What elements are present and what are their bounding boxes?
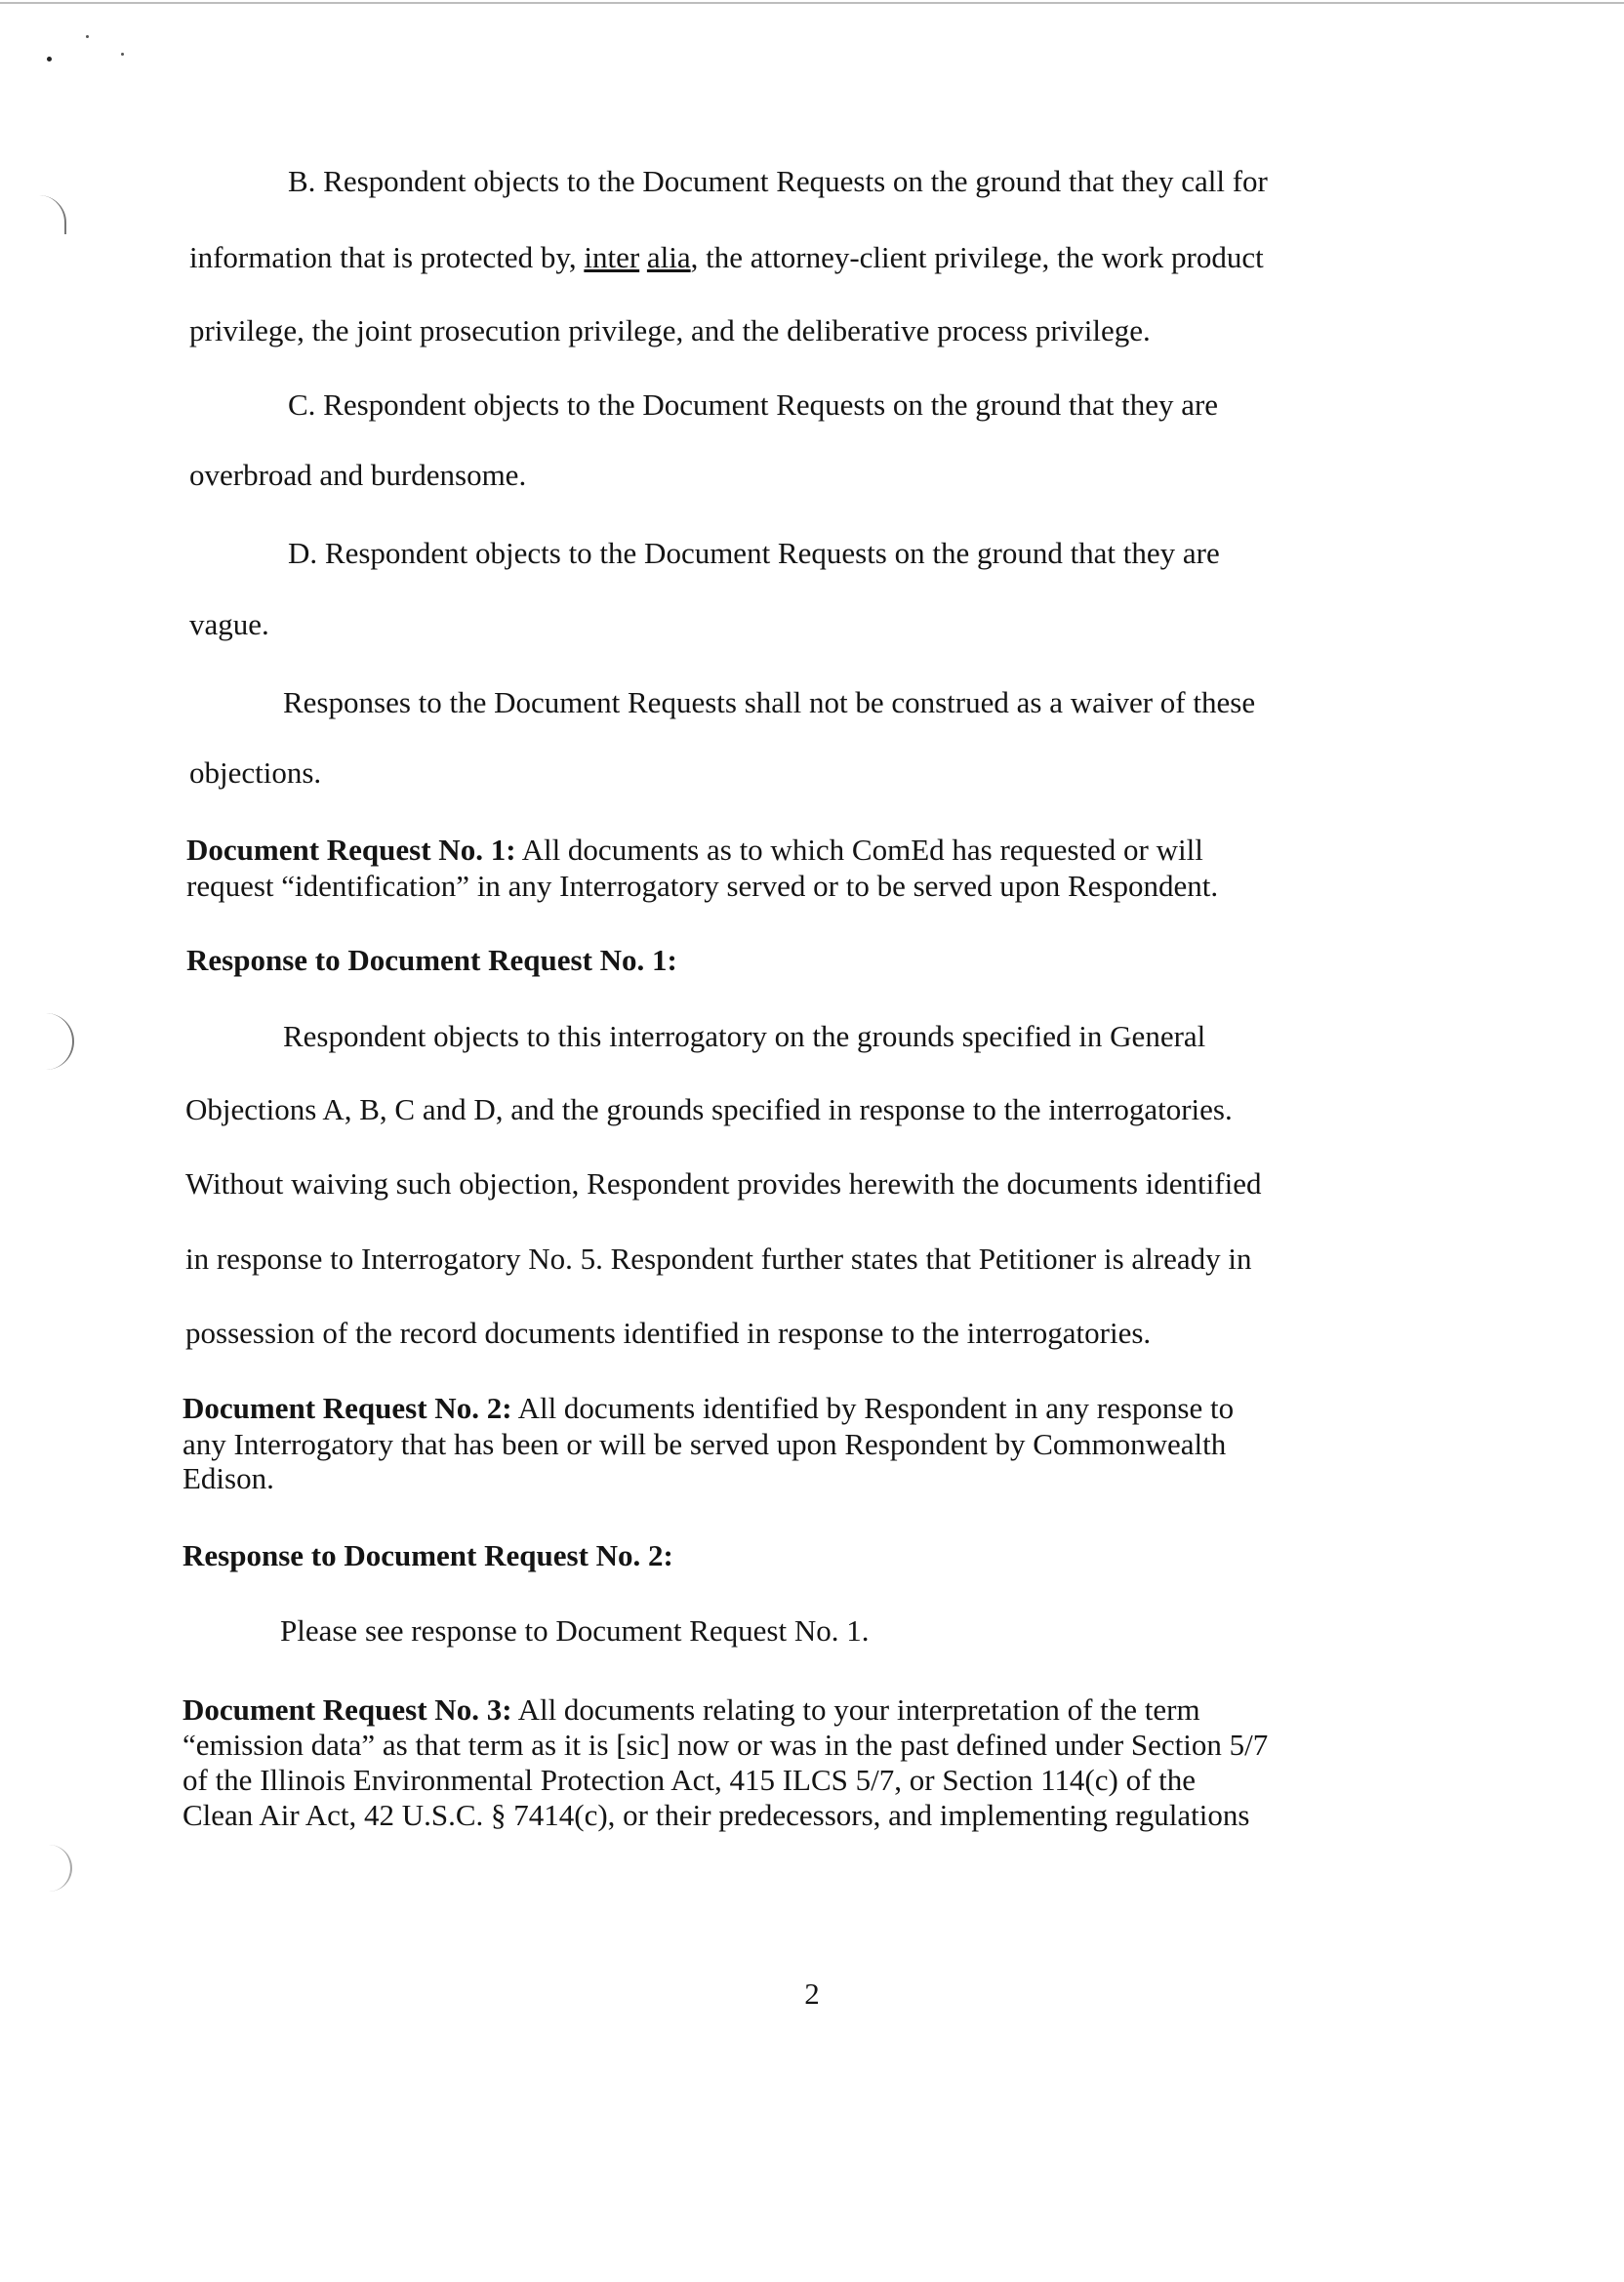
objection-b-line-2 [189, 240, 1264, 275]
objection-b-line-1: B. Respondent objects to the Document Requests on the ground that they call for [288, 164, 1268, 198]
response-2-line-1: Please see response to Document Request No. 1. [280, 1613, 870, 1648]
request-1-label: Document Request No. 1: [186, 833, 516, 867]
objection-b-line-3: privilege, the joint prosecution privilege, and the deliberative process privilege. [189, 313, 1151, 347]
margin-mark [49, 1845, 72, 1892]
response-1-heading: Response to Document Request No. 1: [186, 943, 677, 977]
objection-c-line-2: overbroad and burdensome. [189, 458, 527, 492]
waiver-line-2: objections. [189, 755, 322, 790]
request-1-line-2: request “identification” in any Interrogatory served or to be served upon Respondent. [186, 869, 1219, 903]
request-2-line-2: any Interrogatory that has been or will be served upon Respondent by Commonwealth [183, 1427, 1227, 1461]
request-1-line-1 [186, 833, 1203, 868]
page-number: 2 [804, 1976, 820, 2011]
request-3-line-2: “emission data” as that term as it is [sic] now or was in the past defined under Section 5/7 [183, 1728, 1269, 1762]
scan-speck [121, 53, 124, 56]
request-2-line-1-text: All documents identified by Respondent in any response to [511, 1391, 1235, 1425]
request-3-label: Document Request No. 3: [183, 1692, 512, 1727]
margin-mark [39, 195, 66, 234]
scan-top-edge [0, 2, 1624, 4]
margin-mark [45, 1013, 74, 1070]
request-2-label: Document Request No. 2: [183, 1391, 512, 1425]
waiver-line-1: Responses to the Document Requests shall not be construed as a waiver of these [283, 685, 1256, 719]
request-2-line-3: Edison. [183, 1461, 274, 1495]
request-3-line-1-text: All documents relating to your interpretation of the term [511, 1692, 1200, 1727]
response-1-line-4: in response to Interrogatory No. 5. Respondent further states that Petitioner is already in [185, 1242, 1252, 1276]
response-1-line-5: possession of the record documents identified in response to the interrogatories. [185, 1316, 1152, 1350]
request-3-line-3: of the Illinois Environmental Protection Act, 415 ILCS 5/7, or Section 114(c) of the [183, 1763, 1197, 1797]
response-1-line-2: Objections A, B, C and D, and the grounds specified in response to the interrogatories. [185, 1092, 1233, 1126]
objection-c-line-1: C. Respondent objects to the Document Requests on the ground that they are [288, 387, 1219, 422]
request-1-line-1-text: All documents as to which ComEd has requested or will [515, 833, 1203, 867]
objection-b-line-2-post: , the attorney-client privilege, the work product [690, 240, 1264, 274]
response-1-line-1: Respondent objects to this interrogatory on the grounds specified in General [283, 1019, 1206, 1053]
scan-speck [47, 57, 52, 61]
inter-word: inter [584, 240, 640, 274]
request-3-line-1 [183, 1692, 1200, 1728]
objection-d-line-2: vague. [189, 607, 269, 641]
objection-d-line-1: D. Respondent objects to the Document Requests on the ground that they are [288, 536, 1220, 570]
request-3-line-4: Clean Air Act, 42 U.S.C. § 7414(c), or their predecessors, and implementing regulations [183, 1798, 1250, 1832]
response-1-line-3: Without waiving such objection, Respondent provides herewith the documents identified [185, 1166, 1262, 1201]
response-2-heading: Response to Document Request No. 2: [183, 1538, 673, 1572]
objection-b-line-2-pre: information that is protected by, [189, 240, 585, 274]
scan-speck [86, 35, 89, 38]
request-2-line-1 [183, 1391, 1234, 1426]
alia-word: alia [646, 240, 691, 274]
